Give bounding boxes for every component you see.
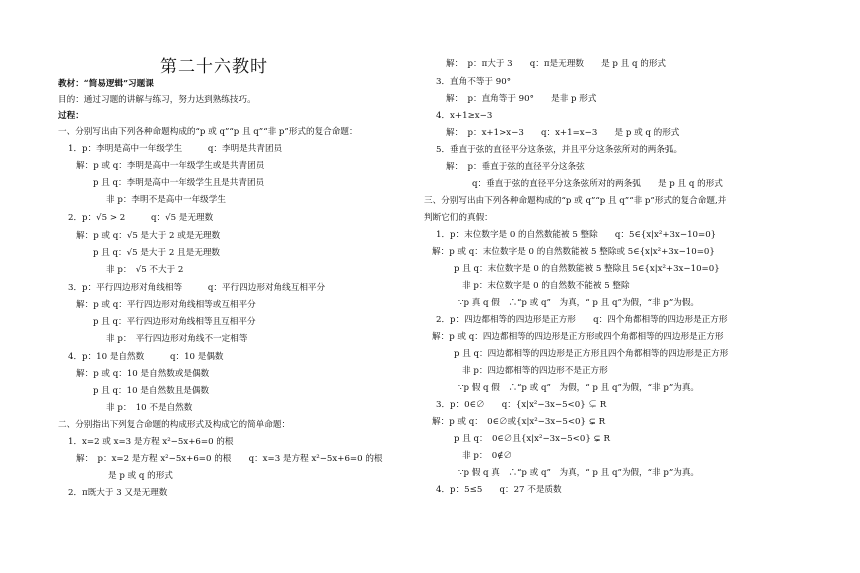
- text-line: ∵p 假 q 真 ∴“p 或 q” 为真，“ p 且 q”为假，“非 p”为真。: [458, 468, 700, 478]
- text-line: 非 p： √5 不大于 2: [106, 265, 184, 275]
- text-line: 解： p：x+1>x−3 q：x+1=x−3 是 p 或 q 的形式: [446, 128, 680, 138]
- text-line: 一、分别写出由下列各种命题构成的“p 或 q”“p 且 q”“非 p”形式的复合命题：: [58, 127, 358, 137]
- text-line: p 且 q：四边都相等的四边形是正方形且四个角都相等的四边形是正方形: [454, 349, 729, 359]
- text-line: 判断它们的真假：: [424, 213, 493, 223]
- text-line: 3．直角不等于 90°: [436, 77, 511, 87]
- text-line: 2．π既大于 3 又是无理数: [68, 488, 168, 498]
- text-line: 1．p：李明是高中一年级学生 q：李明是共青团员: [68, 144, 283, 154]
- text-line: 过程：: [58, 111, 84, 121]
- text-line: q：垂直于弦的直径平分这条弦所对的两条弧 是 p 且 q 的形式: [472, 179, 723, 189]
- text-line: 3．p：平行四边形对角线相等 q：平行四边形对角线互相平分: [68, 283, 326, 293]
- text-line: ∵p 真 q 假 ∴“p 或 q” 为真，“ p 且 q”为假，“非 p”为假。: [458, 298, 700, 308]
- text-line: 2．p：四边都相等的四边形是正方形 q：四个角都相等的四边形是正方形: [436, 315, 728, 325]
- text-line: 解：p 或 q：末位数字是 0 的自然数能被 5 整除或 5∈{x|x²+3x−10=0}: [432, 247, 715, 257]
- text-line: 解：p 或 q：平行四边形对角线相等或互相平分: [76, 300, 256, 310]
- page-title: 第二十六教时: [160, 57, 268, 77]
- text-line: 1．x=2 或 x=3 是方程 x²−5x+6=0 的根: [68, 437, 234, 447]
- text-line: 非 p：末位数字是 0 的自然数不能被 5 整除: [462, 281, 630, 291]
- text-line: 4．x+1≥x−3: [436, 111, 493, 121]
- text-line: 非 p：四边都相等的四边形不是正方形: [462, 366, 608, 376]
- text-line: 非 p： 平行四边形对角线不一定相等: [106, 334, 248, 344]
- text-line: 3．p：0∈∅ q：{x|x²−3x−5<0} ⊊ R: [436, 400, 607, 410]
- text-line: p 且 q：末位数字是 0 的自然数能被 5 整除且 5∈{x|x²+3x−10=0}: [454, 264, 720, 274]
- text-line: 解：p 或 q： 0∈∅或{x|x²−3x−5<0} ⊊ R: [432, 417, 606, 427]
- text-line: 解：p 或 q：√5 是大于 2 或是无理数: [76, 231, 221, 241]
- text-line: 解： p：x=2 是方程 x²−5x+6=0 的根 q：x=3 是方程 x²−5x+6=0 的根: [76, 454, 383, 464]
- text-line: 三、分别写出由下列各种命题构成的“p 或 q”“p 且 q”“非 p”形式的复合命题,并: [424, 196, 727, 206]
- text-line: 解： p：π大于 3 q：π是无理数 是 p 且 q 的形式: [446, 59, 667, 69]
- text-line: 二、分别指出下列复合命题的构成形式及构成它的简单命题：: [58, 420, 291, 430]
- text-line: 4．p：5≤5 q：27 不是质数: [436, 485, 562, 495]
- text-line: 1．p：末位数字是 0 的自然数能被 5 整除 q：5∈{x|x²+3x−10=0}: [436, 230, 717, 240]
- text-line: 解： p：直角等于 90° 是非 p 形式: [446, 94, 597, 104]
- text-line: 目的：通过习题的讲解与练习，努力达到熟练技巧。: [58, 95, 256, 105]
- text-line: 解： p：垂直于弦的直径平分这条弦: [446, 162, 585, 172]
- text-line: 非 p： 0∉∅: [462, 451, 513, 461]
- text-line: 非 p： 10 不是自然数: [106, 403, 193, 413]
- text-line: ∵p 假 q 假 ∴“p 或 q” 为假，“ p 且 q”为假，“非 p”为真。: [458, 383, 700, 393]
- text-line: 2．p：√5 > 2 q：√5 是无理数: [68, 213, 214, 223]
- text-line: 5．垂直于弦的直径平分这条弦，并且平分这条弦所对的两条弧。: [436, 145, 683, 155]
- text-line: 4．p：10 是自然数 q：10 是偶数: [68, 352, 224, 362]
- text-line: p 且 q：平行四边形对角线相等且互相平分: [93, 317, 256, 327]
- text-line: p 且 q：李明是高中一年级学生且是共青团员: [93, 178, 265, 188]
- text-line: p 且 q：10 是自然数且是偶数: [93, 386, 210, 396]
- text-line: p 且 q： 0∈∅且{x|x²−3x−5<0} ⊊ R: [454, 434, 610, 444]
- text-line: 解：p 或 q：10 是自然数或是偶数: [76, 369, 210, 379]
- text-line: 解：p 或 q：四边都相等的四边形是正方形或四个角都相等的四边形是正方形: [432, 332, 724, 342]
- text-line: p 且 q：√5 是大于 2 且是无理数: [93, 248, 221, 258]
- text-line: 非 p：李明不是高中一年级学生: [106, 195, 226, 205]
- text-line: 解：p 或 q：李明是高中一年级学生或是共青团员: [76, 161, 265, 171]
- text-line: 教材：“简易逻辑”习题课: [58, 79, 154, 89]
- text-line: 是 p 或 q 的形式: [108, 471, 173, 481]
